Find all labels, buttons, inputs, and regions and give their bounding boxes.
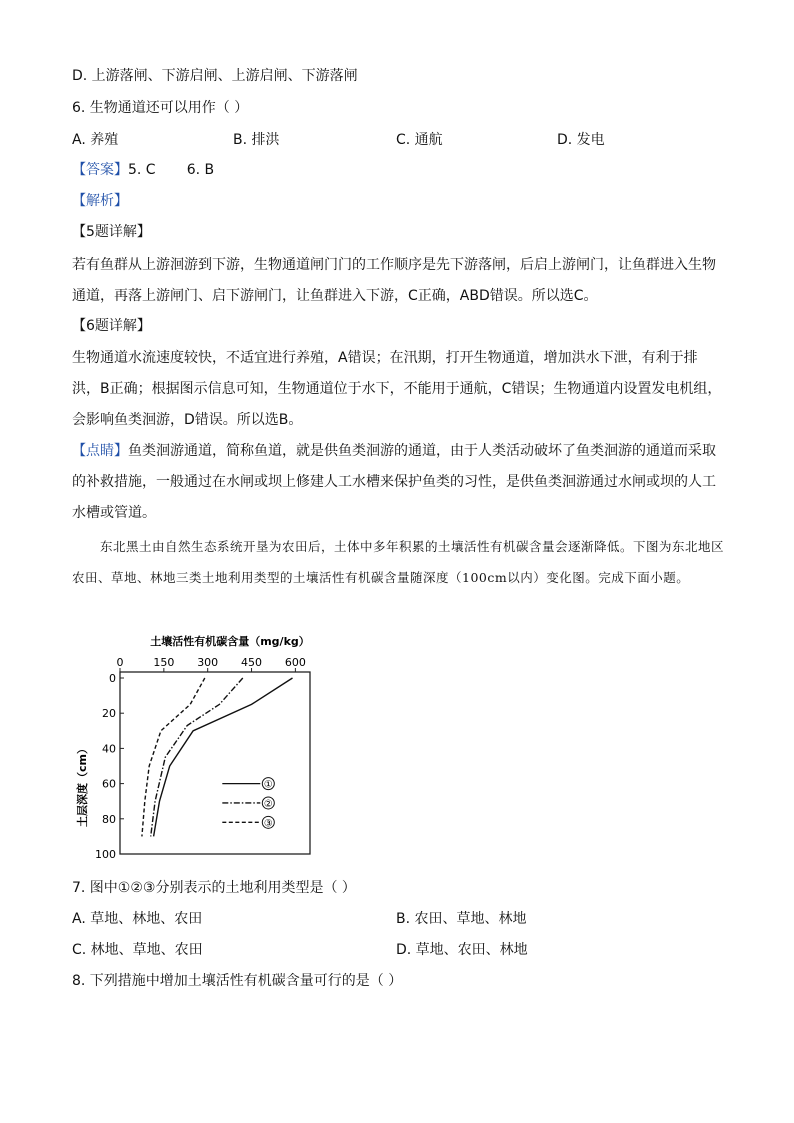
detail-6-body: 生物通道水流速度较快，不适宜进行养殖，A错误；在汛期，打开生物通道，增加洪水下泄，有利于排洪，B正确；根据图示信息可知，生物通道位于水下，不能用于通航，C错误；生物通道内设置发电机组，会影响鱼类洄游，D错误。所以选B。 [72,350,722,428]
analysis-label: 【解析】 [72,193,128,209]
q5-option-d: D. 上游落闸、下游启闸、上游启闸、下游落闸 [72,68,358,84]
q6-option-a: A. 养殖 [72,132,119,148]
detail-5-title: 【5题详解】 [72,224,151,240]
q6-option-d: D. 发电 [557,132,605,148]
y-tick-label: 60 [102,777,116,791]
answer-label: 【答案】 [72,162,128,178]
y-tick-label: 80 [102,812,116,826]
dianjing-paragraph [72,436,724,529]
y-tick-label: 0 [109,672,116,685]
chart-title: 土壤活性有机碳含量（mg/kg） [150,635,310,648]
y-tick-label: 40 [102,742,116,756]
detail-6-title: 【6题详解】 [72,318,151,334]
y-tick-label: 100 [95,848,116,861]
answer-text: 5. C 6. B [128,162,215,178]
soil-carbon-chart [72,630,332,866]
q7-option-a: A. 草地、林地、农田 [72,911,203,927]
series-line-2 [151,678,243,836]
y-axis-label: 土层深度（cm） [76,743,89,827]
x-tick-label: 300 [197,656,219,669]
legend-label-3: ③ [263,818,273,830]
question-8-stem: 8. 下列措施中增加土壤活性有机碳含量可行的是（ ） [72,973,403,989]
answer-line [72,160,214,180]
intro-paragraph: 东北黑土由自然生态系统开垦为农田后，土体中多年积累的土壤活性有机碳含量会逐渐降低。下图为东北地区农田、草地、林地三类土地利用类型的土壤活性有机碳含量随深度（100cm以内）变化图。完成下面小题。 [72,539,725,585]
series-line-1 [154,678,293,836]
x-tick-label: 450 [241,656,263,669]
detail-5-body: 若有鱼群从上游洄游到下游，生物通道闸门门的工作顺序是先下游落闸，后启上游闸门，让鱼群进入生物通道，再落上游闸门、启下游闸门，让鱼群进入下游，C正确，ABD错误。所以选C。 [72,257,716,304]
q7-option-d: D. 草地、农田、林地 [396,942,528,958]
series-line-3 [142,678,205,836]
dianjing-label: 【点睛】 [72,443,128,459]
legend-label-2: ② [263,798,273,810]
q7-option-c: C. 林地、草地、农田 [72,942,203,958]
question-6-stem: 6. 生物通道还可以用作（ ） [72,100,249,116]
x-tick-label: 150 [153,656,175,669]
q7-option-b: B. 农田、草地、林地 [396,911,527,927]
q6-option-c: C. 通航 [396,132,443,148]
plot-frame [120,672,310,854]
q6-option-b: B. 排洪 [233,132,280,148]
legend-label-1: ① [263,779,273,791]
x-tick-label: 600 [284,656,306,669]
x-tick-label: 0 [116,656,124,669]
y-tick-label: 20 [102,707,116,721]
question-7-stem: 7. 图中①②③分别表示的土地利用类型是（ ） [72,880,356,896]
dianjing-text: 鱼类洄游通道，简称鱼道，就是供鱼类洄游的通道，由于人类活动破坏了鱼类洄游的通道而采取的补救措施，一般通过在水闸或坝上修建人工水槽来保护鱼类的习性，是供鱼类洄游通过水闸或坝的人工水槽或管道。 [72,443,716,521]
